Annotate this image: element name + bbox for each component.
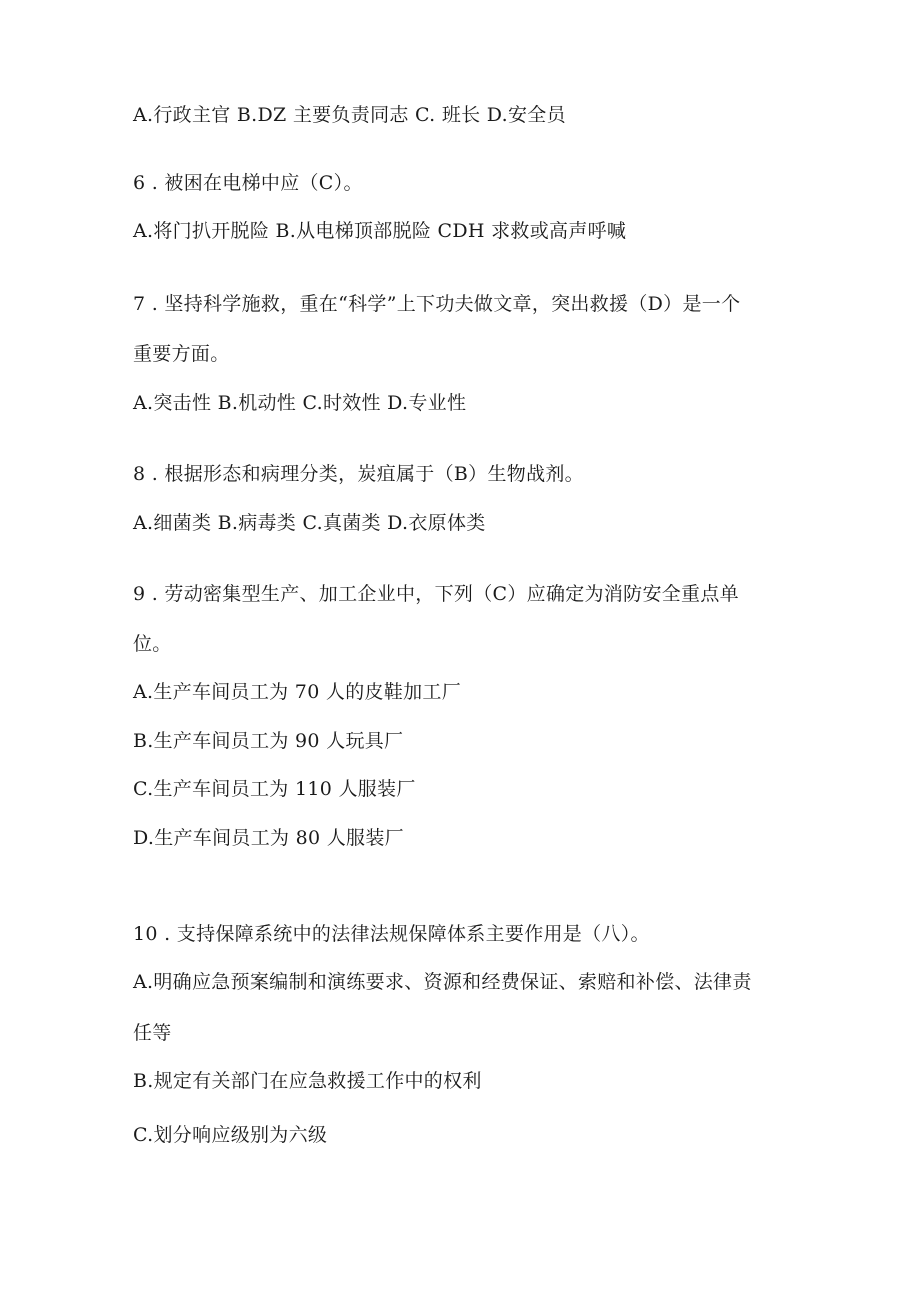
q8-question: 8 . 根据形态和病理分类，炭疽属于（B）生物战剂。 — [133, 463, 584, 485]
q6-question: 6 . 被困在电梯中应（C）。 — [133, 172, 363, 194]
q9-option-b: B.生产车间员工为 90 人玩具厂 — [133, 730, 404, 752]
q10-option-c: C.划分响应级别为六级 — [133, 1124, 328, 1146]
q8-options: A.细菌类 B.病毒类 C.真菌类 D.衣原体类 — [133, 512, 486, 534]
q7-question-line2: 重要方面。 — [133, 343, 230, 365]
q10-question: 10 . 支持保障系统中的法律法规保障体系主要作用是（八）。 — [133, 923, 650, 945]
q7-question-line1: 7 . 坚持科学施救，重在“科学”上下功夫做文章，突出救援（D）是一个 — [133, 293, 741, 315]
q5-options: A.行政主官 B.DZ 主要负责同志 C. 班长 D.安全员 — [133, 104, 566, 126]
q9-option-a: A.生产车间员工为 70 人的皮鞋加工厂 — [133, 681, 462, 703]
q10-option-a-line1: A.明确应急预案编制和演练要求、资源和经费保证、索赔和补偿、法律责 — [133, 971, 752, 993]
q9-option-c: C.生产车间员工为 110 人服装厂 — [133, 778, 416, 800]
q9-question-line1: 9 . 劳动密集型生产、加工企业中，下列（C）应确定为消防安全重点单 — [133, 583, 739, 605]
q10-option-b: B.规定有关部门在应急救援工作中的权利 — [133, 1070, 482, 1092]
q9-option-d: D.生产车间员工为 80 人服装厂 — [133, 827, 404, 849]
q6-options: A.将门扒开脱险 B.从电梯顶部脱险 CDH 求救或高声呼喊 — [133, 220, 627, 242]
q7-options: A.突击性 B.机动性 C.时效性 D.专业性 — [133, 392, 467, 414]
q9-question-line2: 位。 — [133, 633, 172, 655]
q10-option-a-line2: 任等 — [133, 1022, 172, 1044]
